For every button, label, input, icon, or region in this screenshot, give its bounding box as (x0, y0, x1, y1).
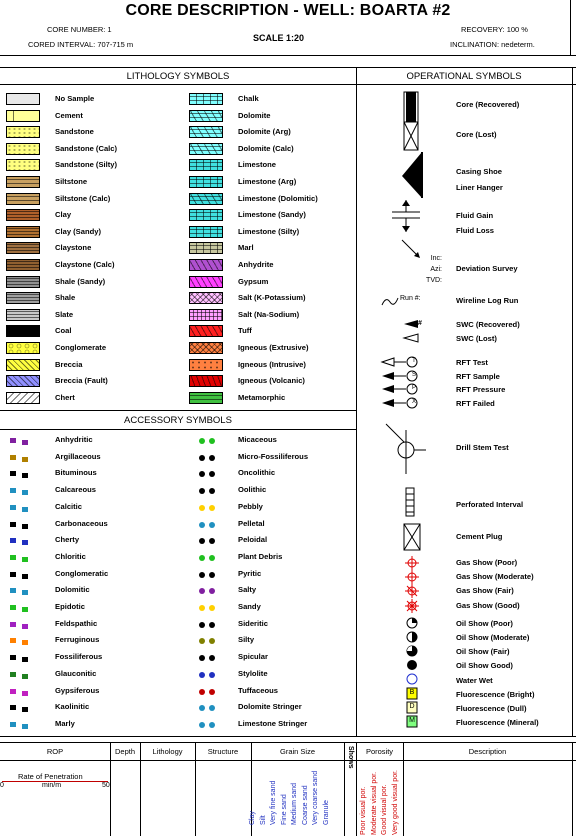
accessory-section-title: ACCESSORY SYMBOLS (124, 415, 232, 426)
lithology-swatch (189, 309, 223, 321)
table-header-divider (0, 760, 576, 761)
lithology-label: Chalk (238, 94, 259, 103)
pebbly-icon (196, 501, 220, 513)
operational-label: Deviation Survey (456, 264, 518, 273)
stylolite-icon (196, 668, 220, 680)
water-wet-icon (407, 674, 417, 684)
col-porosity: Porosity (365, 747, 394, 756)
feldspathic-icon (8, 618, 32, 630)
accessory-label: Argillaceous (55, 451, 101, 461)
col-sep-2 (140, 742, 141, 836)
oil-show-fair-icon (407, 646, 417, 656)
operational-label: Casing Shoe (456, 167, 502, 176)
operational-label: Water Wet (456, 676, 493, 685)
grain-size-class: Very fine sand (270, 780, 277, 825)
operational-section-title: OPERATIONAL SYMBOLS (406, 71, 522, 82)
lithology-label: Limestone (238, 160, 276, 170)
accessory-label: Salty (238, 585, 257, 595)
operational-label: Oil Show (Fair) (456, 647, 510, 656)
fluor-bright-letter: B (409, 689, 415, 696)
accessory-label: Peloidal (238, 535, 268, 545)
col-lithology: Lithology (152, 747, 183, 756)
grain-size-class: Medium sand (291, 782, 298, 825)
glauconitic-icon (8, 668, 32, 680)
gas-show-good-icon (405, 599, 419, 613)
cement-plug-icon (404, 524, 420, 550)
accessory-label: Tuffaceous (238, 685, 278, 695)
inclination: INCLINATION: nedeterm. (450, 40, 535, 49)
accessory-label: Bituminous (55, 468, 97, 478)
operational-label: Gas Show (Moderate) (456, 572, 534, 581)
lithology-swatch (189, 392, 223, 404)
lithology-label: Slate (55, 309, 74, 319)
lithology-swatch (6, 392, 40, 404)
col-description: Description (468, 747, 507, 756)
fluor-dull-letter: D (409, 703, 415, 710)
porosity-class: Moderate visual por. (370, 771, 378, 835)
lithology-swatch (6, 309, 40, 321)
lithology-label: Metamorphic (238, 392, 286, 402)
accessory-label: Micro-Fossiliferous (238, 451, 309, 461)
lithology-label: Igneous (Intrusive) (238, 359, 306, 369)
accessory-label: Pebbly (238, 501, 263, 511)
accessory-label: Cherty (55, 535, 80, 545)
accessory-label: Oncolithic (238, 468, 276, 478)
col-depth: Depth (114, 747, 135, 756)
dolomitic-icon (8, 584, 32, 596)
chloritic-icon (8, 551, 32, 563)
lithology-label: Coal (55, 326, 72, 336)
gas-show-poor-icon (405, 556, 419, 570)
lithology-swatch (189, 176, 223, 188)
legend-bottom-border (0, 736, 576, 737)
swc-recovered-icon (404, 320, 418, 328)
accessory-label: Dolomite Stringer (238, 702, 302, 712)
oolithic-icon (196, 484, 220, 496)
drill-stem-test-icon (386, 424, 426, 474)
lithology-label: Salt (K-Potassium) (238, 293, 306, 303)
limestone-stringer-icon (196, 718, 220, 730)
lithology-label: Salt (Na-Sodium) (238, 309, 300, 319)
lithology-swatch (6, 342, 40, 354)
lithology-swatch (189, 276, 223, 288)
sandy-icon (196, 601, 220, 613)
lithology-section-title: LITHOLOGY SYMBOLS (126, 71, 230, 82)
perforated-interval-icon (406, 488, 414, 516)
lithology-label: Siltstone (Calc) (55, 193, 111, 203)
rop-label: Rate of Penetration (18, 772, 83, 781)
accessory-label: Micaceous (238, 435, 277, 444)
operational-label: Fluorescence (Mineral) (456, 718, 539, 727)
silty-icon (196, 634, 220, 646)
core-lost-icon (404, 122, 418, 150)
micro-fossil-icon (196, 451, 220, 463)
lithology-label: Conglomerate (55, 343, 107, 352)
grain-size-class: Very coarse sand (312, 770, 319, 825)
accessory-label: Dolomitic (55, 585, 90, 595)
accessory-label: Chloritic (55, 551, 86, 561)
carbonaceous-icon (8, 518, 32, 530)
swc-hash-label: # (418, 320, 422, 327)
lithology-label: Clay (55, 210, 72, 220)
porosity-class: Very good visual por. (391, 770, 399, 835)
operational-label: Cement Plug (456, 532, 503, 541)
operational-label: Gas Show (Poor) (456, 558, 518, 567)
lithology-swatch (189, 126, 223, 138)
lithology-label: Sandstone (Calc) (55, 143, 118, 153)
rft-pressure-letter: P (411, 385, 416, 391)
accessory-label: Calcareous (55, 485, 96, 495)
lithology-label: Clay (Sandy) (55, 226, 101, 236)
operational-label: RFT Failed (456, 399, 495, 408)
col-sep-6 (356, 742, 357, 836)
lithology-label: Shale (55, 293, 76, 303)
fluid-loss-icon (402, 218, 410, 232)
lithology-swatch (6, 193, 40, 205)
pyritic-icon (196, 568, 220, 580)
liner-hanger-icon (402, 176, 422, 198)
operational-label: SWC (Lost) (456, 334, 497, 343)
lithology-swatch (6, 325, 40, 337)
lithology-swatch (189, 93, 223, 105)
operational-label: Fluid Loss (456, 226, 494, 235)
operational-label: SWC (Recovered) (456, 320, 520, 329)
marly-icon (8, 718, 32, 730)
lithology-label: Igneous (Extrusive) (238, 343, 309, 352)
scale-label: SCALE 1:20 (253, 33, 305, 43)
operational-label: Fluorescence (Dull) (456, 704, 527, 713)
lithology-label: Shale (Sandy) (55, 276, 106, 286)
core-number: CORE NUMBER: 1 (47, 25, 112, 34)
tuffaceous-icon (196, 685, 220, 697)
operational-label: Fluorescence (Bright) (456, 690, 535, 699)
lithology-label: Gypsum (238, 276, 269, 286)
col-sep-5 (344, 742, 345, 836)
lithology-label: Sandstone (55, 127, 94, 137)
rft-test-letter: T (412, 358, 416, 364)
fluid-gain-icon (392, 200, 420, 218)
lithology-label: Tuff (238, 326, 252, 336)
lithology-swatch (6, 209, 40, 221)
accessory-label: Sandy (238, 602, 261, 611)
lithology-swatch (189, 292, 223, 304)
lithology-swatch (189, 259, 223, 271)
recovery: RECOVERY: 100 % (461, 25, 528, 34)
porosity-class: Good visual por. (381, 784, 388, 835)
dolomite-stringer-icon (196, 701, 220, 713)
col-rop: ROP (46, 747, 64, 756)
operational-label: Core (Lost) (456, 130, 497, 139)
peloidal-icon (196, 534, 220, 546)
page-title: CORE DESCRIPTION - WELL: BOARTA #2 (125, 2, 451, 19)
lithology-swatch (189, 342, 223, 354)
grain-size-class: Fine sand (280, 794, 288, 825)
gas-show-fair-icon (405, 584, 419, 598)
legend-top-border (0, 67, 576, 68)
operational-label: Gas Show (Good) (456, 601, 520, 610)
grain-size-class: Granule (322, 800, 330, 825)
calcitic-icon (8, 501, 32, 513)
operational-label: Gas Show (Fair) (456, 586, 514, 595)
col-sep-3 (195, 742, 196, 836)
accessory-label: Gypsiferous (55, 685, 100, 695)
lithology-swatch (189, 209, 223, 221)
lithology-swatch (6, 226, 40, 238)
rop-min: 0 (0, 782, 4, 789)
deviation-tvd-label: TVD: (426, 277, 442, 284)
argillaceous-icon (8, 451, 32, 463)
sideritic-icon (196, 618, 220, 630)
calcareous-icon (8, 484, 32, 496)
oil-show-moderate-icon (407, 632, 417, 642)
lithology-label: Claystone (Calc) (55, 260, 115, 269)
lithology-label: Limestone (Arg) (238, 177, 297, 186)
lithology-swatch (6, 159, 40, 171)
accessory-label: Anhydritic (55, 435, 93, 444)
lithology-swatch (189, 159, 223, 171)
rop-unit: min/m (42, 782, 62, 789)
col-shows: Shows (347, 746, 354, 769)
gypsiferous-icon (8, 685, 32, 697)
grain-size-class: Clay (249, 810, 256, 825)
wireline-run-label: Run #: (400, 295, 421, 302)
accessory-label: Kaolinitic (55, 702, 90, 712)
operational-label: Oil Show Good) (456, 661, 513, 670)
plant-debris-icon (196, 551, 220, 563)
core-recovered-icon (404, 92, 418, 122)
lithology-swatch (189, 143, 223, 155)
lithology-label: Limestone (Sandy) (238, 210, 306, 220)
lithology-swatch (6, 375, 40, 387)
operational-label: Liner Hanger (456, 183, 503, 192)
cherty-icon (8, 534, 32, 546)
operational-label: Wireline Log Run (456, 296, 519, 305)
operational-icons (360, 88, 450, 736)
header-divider (0, 55, 576, 56)
salty-icon (196, 584, 220, 596)
lithology-swatch (189, 193, 223, 205)
lithology-swatch (6, 126, 40, 138)
accessory-label: Fossiliferous (55, 652, 103, 662)
oncolithic-icon (196, 467, 220, 479)
accessory-label: Calcitic (55, 501, 83, 511)
lithology-swatch (6, 276, 40, 288)
accessory-label: Stylolite (238, 668, 268, 678)
lithology-swatch (189, 226, 223, 238)
lithology-swatch (189, 325, 223, 337)
accessory-label: Limestone Stringer (238, 718, 308, 728)
lithology-swatch (6, 110, 40, 122)
lithology-label: Dolomite (238, 110, 271, 120)
lithology-swatch (189, 359, 223, 371)
legend-title-divider (0, 84, 576, 85)
operational-label: Core (Recovered) (456, 100, 520, 109)
anhydritic-icon (8, 434, 32, 446)
lithology-label: Breccia (Fault) (55, 376, 108, 386)
lithology-label: Sandstone (Silty) (55, 160, 118, 170)
bituminous-icon (8, 467, 32, 479)
porosity-class: Poor visual por. (360, 786, 367, 835)
lithology-label: Anhydrite (238, 260, 274, 269)
gas-show-moderate-icon (405, 570, 419, 584)
operational-label: Fluid Gain (456, 211, 494, 220)
cored-interval: CORED INTERVAL: 707-715 m (28, 40, 134, 49)
operational-label: Perforated Interval (456, 500, 524, 509)
accessory-label: Silty (238, 635, 255, 645)
operational-label: RFT Pressure (456, 385, 506, 394)
col-sep-8 (572, 742, 573, 836)
grain-size-class: Coarse sand (301, 785, 309, 825)
epidotic-icon (8, 601, 32, 613)
spicular-icon (196, 651, 220, 663)
lithology-swatch (189, 375, 223, 387)
accessory-label: Carbonaceous (55, 518, 108, 528)
table-top-border (0, 742, 576, 743)
header-right-border (570, 0, 571, 55)
accessory-top-border (0, 410, 356, 411)
accessory-label: Pyritic (238, 568, 262, 578)
lithology-label: Dolomite (Calc) (238, 143, 294, 153)
legend-column-divider (356, 67, 357, 736)
lithology-swatch (189, 110, 223, 122)
grain-size-class: Silt (259, 815, 267, 825)
lithology-label: Breccia (55, 359, 83, 369)
kaolinitic-icon (8, 701, 32, 713)
accessory-label: Plant Debris (238, 551, 283, 561)
oil-show-poor-icon (407, 618, 417, 628)
ferruginous-icon (8, 634, 32, 646)
accessory-label: Sideritic (238, 618, 268, 628)
lithology-label: Claystone (55, 243, 92, 253)
micaceous-icon (196, 434, 220, 446)
col-sep-7 (403, 742, 404, 836)
operational-label: RFT Test (456, 358, 488, 367)
operational-label: Drill Stem Test (456, 443, 509, 452)
lithology-swatch (6, 93, 40, 105)
rop-max: 50 (102, 782, 110, 789)
pelletal-icon (196, 518, 220, 530)
operational-label: RFT Sample (456, 372, 500, 381)
accessory-label: Pelletal (238, 518, 265, 528)
lithology-label: Igneous (Volcanic) (238, 376, 305, 386)
oil-show-good-icon (407, 660, 417, 670)
conglomeratic-icon (8, 568, 32, 580)
accessory-label: Glauconitic (55, 668, 97, 678)
lithology-label: Marl (238, 243, 254, 253)
lithology-swatch (6, 143, 40, 155)
accessory-label: Oolithic (238, 485, 267, 495)
lithology-label: Limestone (Silty) (238, 226, 300, 236)
accessory-label: Ferruginous (55, 635, 100, 645)
wireline-log-icon (382, 298, 398, 305)
lithology-label: Dolomite (Arg) (238, 127, 291, 137)
col-structure: Structure (207, 747, 239, 756)
accessory-title-divider (0, 429, 356, 430)
lithology-label: Cement (55, 110, 83, 120)
lithology-swatch (6, 242, 40, 254)
lithology-swatch (6, 359, 40, 371)
rft-sample-letter: S (411, 372, 416, 378)
col-sep-1 (110, 742, 111, 836)
fluor-mineral-letter: M (409, 717, 415, 724)
fossiliferous-icon (8, 651, 32, 663)
deviation-inc-label: Inc: (430, 255, 442, 262)
lithology-label: Limestone (Dolomitic) (238, 193, 318, 203)
rft-failed-letter: X (411, 399, 416, 405)
lithology-label: Siltstone (55, 177, 88, 186)
accessory-label: Spicular (238, 652, 268, 662)
swc-lost-icon (404, 334, 418, 342)
lithology-swatch (6, 292, 40, 304)
accessory-label: Conglomeratic (55, 568, 109, 578)
lithology-label: No Sample (55, 94, 95, 103)
accessory-label: Epidotic (55, 602, 85, 611)
operational-label: Oil Show (Moderate) (456, 633, 530, 642)
accessory-label: Feldspathic (55, 618, 98, 628)
legend-right-border (572, 67, 573, 736)
accessory-label: Marly (55, 718, 75, 728)
deviation-azi-label: Azi: (430, 266, 442, 273)
col-grain-size: Grain Size (279, 747, 315, 756)
lithology-label: Chert (55, 392, 75, 402)
lithology-swatch (189, 242, 223, 254)
operational-label: Oil Show (Poor) (456, 619, 513, 628)
lithology-swatch (6, 176, 40, 188)
lithology-swatch (6, 259, 40, 271)
